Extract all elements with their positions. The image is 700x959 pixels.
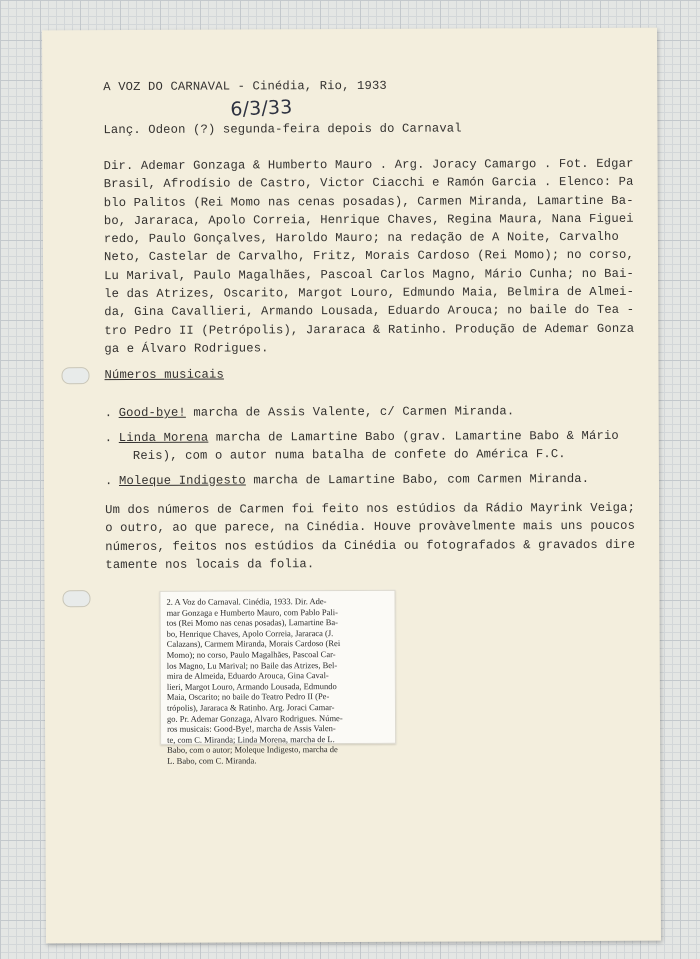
credits-line: le das Atrizes, Oscarito, Margot Louro, Edmundo Maia, Belmira de Almei- [104,284,635,302]
credits-paragraph [104,155,635,359]
clipping-line: mar Gonzaga e Humberto Mauro, com Pablo Pali- [166,606,338,618]
clipping-line: Calazans), Carmem Miranda, Morais Cardoso (Rei [166,638,341,650]
clipping-line: L. Babo, com C. Miranda. [167,755,257,766]
song-description-continued: Reis), com o autor numa batalha de confete do América F.C. [132,447,566,463]
song-description: marcha de Lamartine Babo, com Carmen Miranda. [245,471,590,487]
punch-hole [62,590,90,607]
clipping-line: tos (Rei Momo nas cenas posadas), Lamartine Ba- [166,617,338,628]
credits-line: Brasil, Afrodísio de Castro, Victor Ciacchi e Ramón Garcia . Elenco: Pa [103,175,634,192]
song-description: marcha de Lamartine Babo (grav. Lamartine Babo & Mário [208,428,619,445]
clipping-line: lieri, Margot Louro, Armando Lousada, Edmundo [166,680,337,692]
clipping-line: ros musicais: Good-Bye!, marcha de Assis Valen- [167,723,336,734]
newspaper-clipping [159,590,396,766]
song-description: marcha de Assis Valente, c/ Carmen Miranda. [185,404,515,420]
punch-hole [61,367,89,384]
clipping-line: te, com C. Miranda; Linda Morena, marcha de L. [167,733,335,745]
song-title: Linda Morena [118,430,209,445]
song-title: Moleque Indigesto [118,472,246,488]
song-bullet: . [104,430,113,445]
clipping-line: go. Pr. Ademar Gonzaga, Alvaro Rodrigues. Núme- [166,712,343,724]
credits-line: Neto, Castelar de Carvalho, Fritz, Morais Cardoso (Rei Momo); no corso, [103,248,634,265]
clipping-line: mira de Almeida, Eduardo Arouca, Gina Caval- [166,670,329,681]
song-item [105,426,619,465]
song-bullet: . [104,473,113,488]
clipping-line: Babo, com o autor; Moleque Indigesto, marcha de [167,744,338,756]
song-list [105,402,619,496]
release-line: Lanç. Odeon (?) segunda-feira depois do Carnaval [103,121,462,138]
clipping-line: los Magno, Lu Marival; no Baile das Atrizes, Bel- [166,659,338,671]
note-line: o outro, ao que parece, na Cinédia. Houve provàvelmente mais uns poucos [105,519,636,536]
song-bullet: . [104,406,113,421]
song-item [105,469,619,490]
note-paragraph [105,499,635,574]
credits-line: da, Gina Cavallieri, Armando Lousada, Eduardo Arouca; no baile do Tea - [104,303,635,320]
section-heading: Números musicais [104,367,224,383]
song-title: Good-bye! [118,405,186,421]
credits-line: ga e Álvaro Rodrigues. [104,341,269,357]
document-title: A VOZ DO CARNAVAL - Cinédia, Rio, 1933 [103,78,387,95]
handwritten-date: 6/3/33 [229,96,293,121]
note-line: números, feitos nos estúdios da Cinédia ou fotografados & gravados dire [105,537,636,554]
clipping-line: trópolis), Jararaca & Ratinho. Arg. Joraci Camar- [166,702,335,713]
note-line: tamente nos locais da folia. [105,557,315,572]
credits-line: Dir. Ademar Gonzaga & Humberto Mauro . Arg. Joracy Camargo . Fot. Edgar [103,156,634,174]
clipping-line: Momo); no corso, Paulo Magalhães, Pascoal Car- [166,649,336,660]
clipping-line: 2. A Voz do Carnaval. Cinédia, 1933. Dir. Ade- [166,596,327,607]
song-item [105,402,619,423]
typed-page [42,28,661,944]
credits-line: blo Palitos (Rei Momo nas cenas posadas), Carmen Miranda, Lamartine Ba- [103,193,634,210]
credits-line: bo, Jararaca, Apolo Correia, Henrique Chaves, Regina Maura, Nana Figuei [103,211,634,228]
note-line: Um dos números de Carmen foi feito nos estúdios da Rádio Mayrink Veiga; [105,500,636,518]
credits-line: redo, Paulo Gonçalves, Haroldo Mauro; na redação de A Noite, Carvalho [103,230,619,247]
clipping-text [166,596,391,766]
clipping-line: Maia, Oscarito; no baile do Teatro Pedro II (Pe- [166,691,330,703]
clipping-line: bo, Henrique Chaves, Apolo Correia, Jararaca (J. [166,627,334,639]
credits-line: tro Pedro II (Petrópolis), Jararaca & Ratinho. Produção de Ademar Gonza [104,321,635,338]
credits-line: Lu Marival, Paulo Magalhães, Pascoal Carlos Magno, Mário Cunha; no Bai- [104,266,635,283]
